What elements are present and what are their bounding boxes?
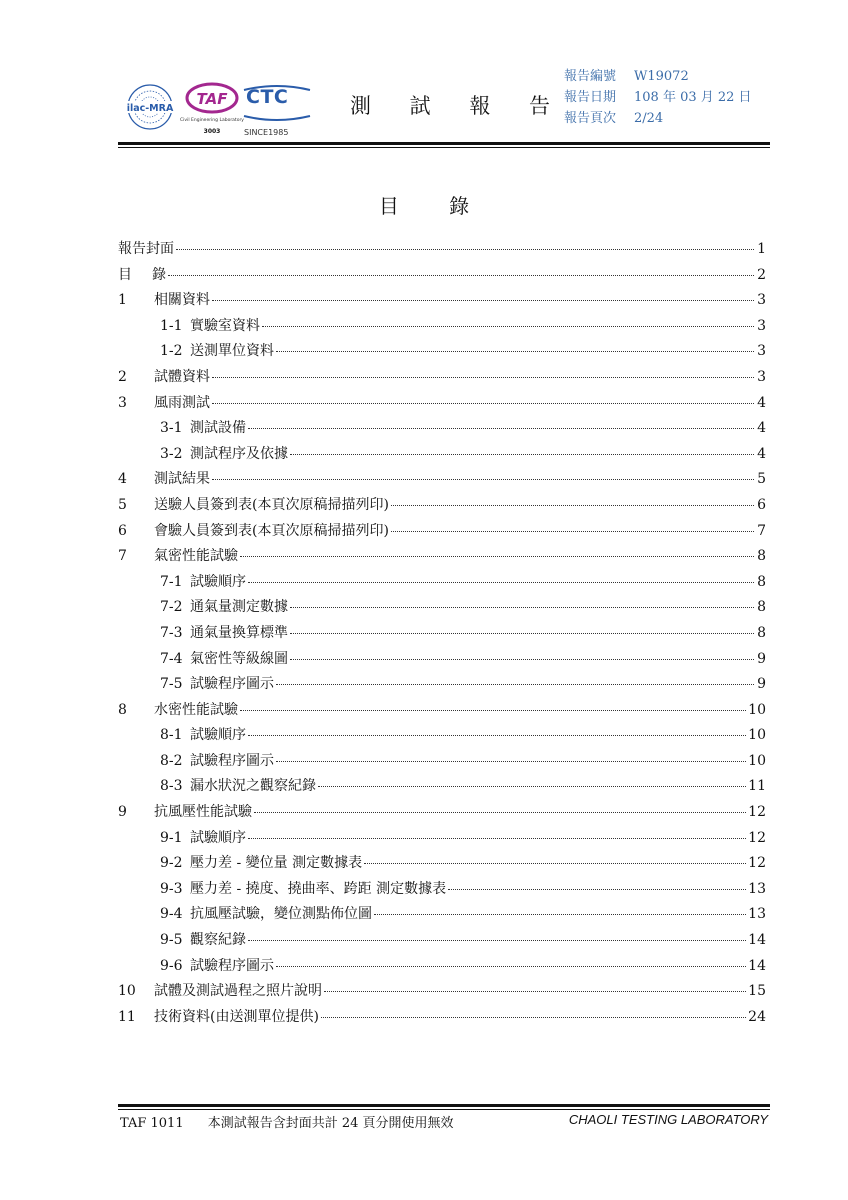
toc-entry-number: 7-3 — [160, 624, 183, 641]
toc-entry-page: 12 — [748, 829, 766, 846]
toc-entry-number: 7-4 — [160, 650, 183, 667]
toc-entry-title: 抗風壓試驗，變位測點佈位圖 — [190, 906, 372, 923]
toc-entry-number: 3-2 — [160, 445, 183, 462]
toc-entry-title: 錄 — [152, 266, 166, 283]
toc-entry[interactable] — [118, 238, 766, 264]
toc-entry[interactable] — [118, 673, 766, 699]
toc-entry-title: 送驗人員簽到表(本頁次原稿掃描列印) — [154, 496, 389, 513]
toc-entry-number: 9-5 — [160, 932, 183, 949]
toc-entry-page: 3 — [757, 368, 766, 385]
document-title: 測 試 報 告 — [350, 94, 567, 118]
ilac-logo-text: ilac-MRA — [126, 103, 174, 114]
report-meta — [564, 66, 752, 129]
toc-dot-leader — [168, 275, 754, 276]
meta-label: 報告頁次 — [564, 111, 617, 126]
toc-entry-number: 9-1 — [160, 829, 183, 846]
footer-form-code: TAF 1011 — [120, 1116, 184, 1131]
ctc-logo — [242, 82, 312, 137]
toc-entry-number: 1-2 — [160, 343, 183, 360]
toc-entry-page: 1 — [757, 241, 766, 257]
toc-dot-leader — [290, 659, 754, 660]
toc-entry-page: 10 — [748, 727, 766, 744]
toc-entry-page: 13 — [748, 880, 766, 897]
ctc-logo-text: CTC — [246, 86, 289, 108]
toc-dot-leader — [448, 889, 746, 890]
toc-entry-page: 12 — [748, 804, 766, 821]
toc-entry[interactable] — [118, 750, 766, 776]
toc-entry-number: 7-2 — [160, 599, 183, 616]
toc-entry-page: 8 — [757, 548, 766, 565]
toc-entry-title: 通氣量換算標準 — [190, 624, 288, 641]
toc-entry-title: 試驗順序 — [190, 829, 246, 846]
toc-entry-number: 8-3 — [160, 778, 183, 795]
toc-entry-title: 測試程序及依據 — [190, 445, 288, 462]
toc-dot-leader — [374, 914, 746, 915]
toc-entry-page: 13 — [748, 906, 766, 923]
toc-entry[interactable] — [118, 264, 766, 290]
toc-entry[interactable] — [118, 494, 766, 520]
toc-entry[interactable] — [118, 929, 766, 955]
toc-entry-page: 14 — [748, 932, 766, 949]
toc-entry-number: 7-1 — [160, 573, 183, 590]
toc-dot-leader — [321, 1017, 746, 1018]
toc-entry-page: 3 — [757, 317, 766, 334]
toc-dot-leader — [276, 966, 746, 967]
footer-note: 本測試報告含封面共計 24 頁分開使用無效 — [207, 1116, 454, 1131]
toc-entry-number: 9-6 — [160, 957, 183, 974]
toc-entry-number: 目 — [118, 266, 132, 283]
toc-dot-leader — [290, 607, 754, 608]
toc-entry-page: 7 — [757, 522, 766, 539]
meta-row — [564, 108, 752, 129]
toc-entry-number: 2 — [118, 368, 127, 385]
header-rule-thin — [118, 147, 770, 148]
toc-entry-number: 9-4 — [160, 906, 183, 923]
toc-entry-page: 10 — [748, 701, 766, 718]
meta-row — [564, 87, 752, 108]
toc-entry-page: 2 — [757, 266, 766, 283]
logo-group — [124, 76, 304, 136]
toc-dot-leader — [276, 351, 754, 352]
toc-entry[interactable] — [118, 903, 766, 929]
toc-entry-page: 8 — [757, 573, 766, 590]
toc-entry-page: 9 — [757, 650, 766, 667]
toc-dot-leader — [262, 326, 754, 327]
toc-entry-title: 氣密性能試驗 — [154, 548, 238, 565]
toc-entry-number: 10 — [118, 983, 136, 1000]
toc-dot-leader — [248, 582, 754, 583]
toc-entry[interactable] — [118, 545, 766, 571]
taf-logo-subtext: Civil Engineering Laboratory — [180, 118, 244, 123]
toc-entry[interactable] — [118, 596, 766, 622]
toc-dot-leader — [364, 863, 746, 864]
toc-entry-title: 試驗程序圖示 — [190, 957, 274, 974]
toc-entry[interactable] — [118, 1006, 766, 1032]
toc-entry-title: 風雨測試 — [154, 394, 210, 411]
toc-dot-leader — [212, 300, 754, 301]
toc-entry-title: 試驗程序圖示 — [190, 676, 274, 693]
toc-entry-page: 8 — [757, 599, 766, 616]
toc-entry-title: 試驗程序圖示 — [190, 752, 274, 769]
toc-entry-title: 試體資料 — [154, 368, 210, 385]
toc-entry-page: 4 — [757, 420, 766, 437]
toc-dot-leader — [248, 735, 746, 736]
toc-entry-page: 3 — [757, 343, 766, 360]
toc-entry-page: 12 — [748, 855, 766, 872]
toc-dot-leader — [248, 838, 746, 839]
toc-entry[interactable] — [118, 417, 766, 443]
toc-entry-title: 漏水狀況之觀察紀錄 — [190, 778, 316, 795]
toc-entry[interactable] — [118, 699, 766, 725]
toc-entry-number: 8-1 — [160, 727, 183, 744]
toc-entry[interactable] — [118, 443, 766, 469]
toc-entry[interactable] — [118, 955, 766, 981]
toc-entry-page: 4 — [757, 394, 766, 411]
toc-entry[interactable] — [118, 724, 766, 750]
toc-entry-page: 14 — [748, 957, 766, 974]
toc-entry-number: 8 — [118, 701, 127, 718]
toc-dot-leader — [324, 991, 746, 992]
toc-entry[interactable] — [118, 852, 766, 878]
toc-entry-number: 7-5 — [160, 676, 183, 693]
toc-entry[interactable] — [118, 366, 766, 392]
toc-entry-page: 10 — [748, 752, 766, 769]
meta-label: 報告編號 — [564, 69, 617, 84]
toc-entry-title: 測試設備 — [190, 420, 246, 437]
toc-entry-title: 會驗人員簽到表(本頁次原稿掃描列印) — [154, 522, 389, 539]
toc-dot-leader — [240, 710, 746, 711]
toc-entry-page: 11 — [748, 778, 766, 795]
toc-dot-leader — [212, 479, 754, 480]
toc-entry-number: 1-1 — [160, 317, 183, 334]
toc-dot-leader — [240, 556, 754, 557]
meta-row — [564, 66, 752, 87]
toc-dot-leader — [391, 505, 754, 506]
toc-entry-number: 1 — [118, 292, 127, 309]
toc-dot-leader — [276, 684, 754, 685]
toc-dot-leader — [248, 940, 746, 941]
toc-entry-title: 報告封面 — [118, 241, 174, 257]
toc-entry[interactable] — [118, 801, 766, 827]
toc-entry-title: 觀察紀錄 — [190, 932, 246, 949]
toc-entry-page: 5 — [757, 471, 766, 488]
toc-entry[interactable] — [118, 571, 766, 597]
toc-entry-title: 實驗室資料 — [190, 317, 260, 334]
toc-entry-number: 6 — [118, 522, 127, 539]
toc-entry-title: 試體及測試過程之照片說明 — [154, 983, 322, 1000]
toc-entry[interactable] — [118, 827, 766, 853]
taf-logo — [180, 80, 244, 136]
toc-entry-title: 通氣量測定數據 — [190, 599, 288, 616]
toc-entry[interactable] — [118, 289, 766, 315]
toc-dot-leader — [276, 761, 746, 762]
toc-entry-title: 壓力差 - 變位量 測定數據表 — [190, 855, 363, 872]
toc-entry-number: 4 — [118, 471, 127, 488]
meta-value: 2/24 — [634, 111, 664, 126]
footer-left — [120, 1112, 454, 1131]
toc-entry-page: 4 — [757, 445, 766, 462]
toc-entry[interactable] — [118, 775, 766, 801]
toc-entry-title: 送測單位資料 — [190, 343, 274, 360]
header-rule-thick — [118, 142, 770, 145]
toc-entry-number: 11 — [118, 1008, 136, 1025]
table-of-contents — [118, 238, 766, 1031]
toc-dot-leader — [391, 531, 754, 532]
toc-entry-page: 3 — [757, 292, 766, 309]
toc-dot-leader — [212, 377, 754, 378]
toc-entry[interactable] — [118, 315, 766, 341]
ilac-mra-logo — [124, 82, 176, 132]
toc-entry-title: 測試結果 — [154, 471, 210, 488]
toc-entry-number: 9-3 — [160, 880, 183, 897]
toc-entry-number: 9 — [118, 804, 127, 821]
meta-value: W19072 — [634, 69, 689, 84]
toc-entry-title: 相關資料 — [154, 292, 210, 309]
toc-entry-title: 試驗順序 — [190, 727, 246, 744]
toc-entry[interactable] — [118, 648, 766, 674]
toc-entry-number: 3-1 — [160, 420, 183, 437]
toc-entry-number: 3 — [118, 394, 127, 411]
toc-entry-title: 壓力差 - 撓度、撓曲率、跨距 測定數據表 — [190, 880, 447, 897]
toc-dot-leader — [254, 812, 746, 813]
toc-dot-leader — [290, 454, 754, 455]
toc-entry-title: 氣密性等級線圖 — [190, 650, 288, 667]
toc-entry-page: 9 — [757, 676, 766, 693]
toc-entry-title: 水密性能試驗 — [154, 701, 238, 718]
footer-lab-name: CHAOLI TESTING LABORATORY — [568, 1112, 768, 1127]
footer-rule-thin — [118, 1109, 770, 1110]
toc-entry-page: 8 — [757, 624, 766, 641]
toc-entry-page: 6 — [757, 496, 766, 513]
toc-entry[interactable] — [118, 980, 766, 1006]
toc-entry-title: 試驗順序 — [190, 573, 246, 590]
ctc-since-text: SINCE1985 — [244, 128, 289, 137]
toc-entry-number: 7 — [118, 548, 127, 565]
meta-value: 108 年 03 月 22 日 — [634, 90, 752, 105]
report-header — [118, 62, 770, 142]
toc-entry[interactable] — [118, 622, 766, 648]
toc-entry[interactable] — [118, 468, 766, 494]
toc-title: 目 錄 — [378, 194, 492, 218]
toc-entry[interactable] — [118, 878, 766, 904]
taf-logo-code: 3003 — [203, 128, 221, 135]
toc-entry-page: 15 — [748, 983, 766, 1000]
toc-entry[interactable] — [118, 520, 766, 546]
meta-label: 報告日期 — [564, 90, 617, 105]
toc-entry-title: 抗風壓性能試驗 — [154, 804, 252, 821]
taf-logo-text: TAF — [196, 90, 228, 108]
toc-entry-title: 技術資料(由送測單位提供) — [154, 1008, 319, 1025]
toc-entry-number: 8-2 — [160, 752, 183, 769]
toc-dot-leader — [318, 786, 746, 787]
toc-dot-leader — [290, 633, 754, 634]
toc-entry-number: 5 — [118, 496, 127, 513]
toc-entry[interactable] — [118, 392, 766, 418]
toc-dot-leader — [176, 249, 754, 250]
footer-rule-thick — [118, 1104, 770, 1107]
toc-dot-leader — [212, 403, 754, 404]
toc-entry-page: 24 — [748, 1008, 766, 1025]
toc-entry-number: 9-2 — [160, 855, 183, 872]
toc-dot-leader — [248, 428, 754, 429]
toc-entry[interactable] — [118, 340, 766, 366]
